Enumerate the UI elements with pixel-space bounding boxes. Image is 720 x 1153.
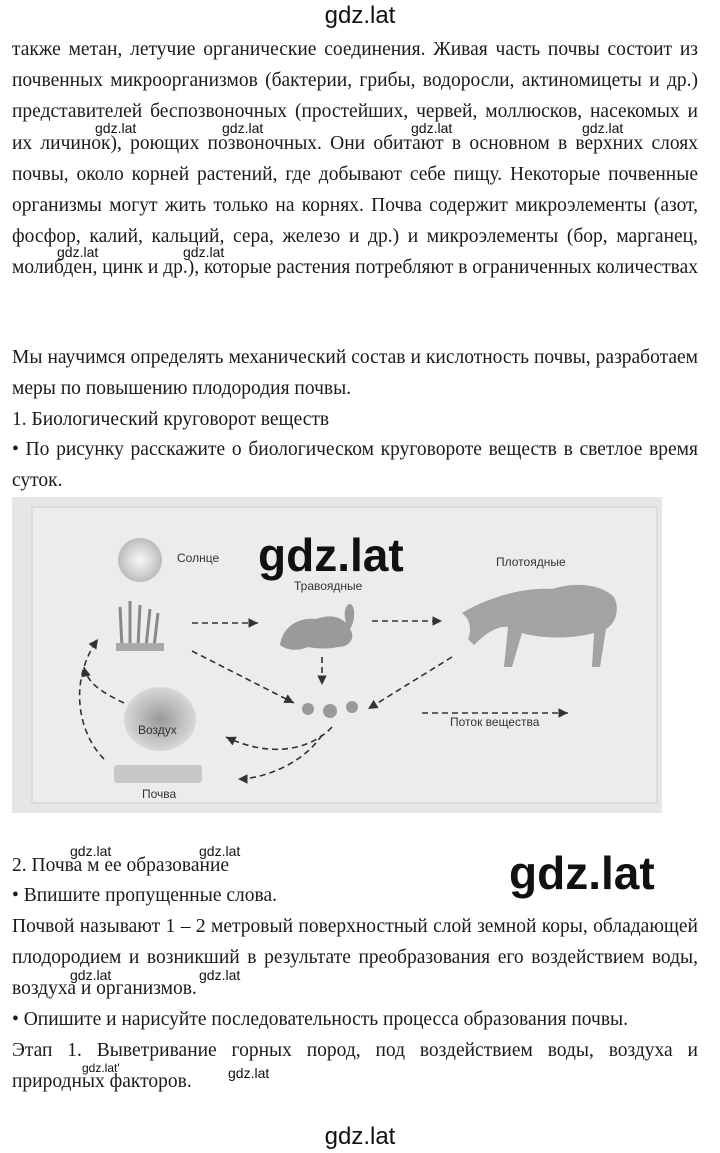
section2-definition: Почвой называют 1 – 2 метровый поверхностный слой земной коры, обладающей плодородием и возникший в результате преобразования его воздействием воды, воздуха и организмов. — [12, 916, 698, 1000]
label-carnivores: Плотоядные — [496, 555, 566, 569]
watermark-bottom: gdz.lat — [324, 1123, 396, 1150]
watermark-small: gdz.lat — [582, 120, 624, 136]
label-sun: Солнце — [177, 551, 220, 565]
section1-heading: 1. Биологический круговорот веществ — [12, 409, 330, 430]
watermark-small: gdz.lat — [228, 1065, 270, 1081]
sun-icon — [118, 538, 162, 582]
label-soil: Почва — [142, 787, 177, 801]
watermark-small: gdz.lat — [95, 120, 137, 136]
watermark-figure: gdz.lat — [258, 529, 404, 581]
watermark-small: gdz.lat — [70, 843, 112, 859]
watermark-section2: gdz.lat — [509, 847, 655, 899]
label-flow: Поток вещества — [450, 715, 540, 729]
watermark-small: gdz.lat — [70, 967, 112, 983]
watermark-small: gdz.lat — [199, 843, 241, 859]
watermark-small: gdz.lat — [199, 967, 241, 983]
watermark-small-alt: gdz.lat' — [82, 1061, 120, 1075]
watermark-small: gdz.lat — [183, 244, 225, 260]
section2-heading: 2. Почва м ее образование — [12, 855, 230, 876]
soil-icon — [114, 765, 202, 783]
section2-task: • Впишите пропущенные слова. — [12, 885, 277, 906]
section2-task2: • Опишите и нарисуйте последовательность процесса образования почвы. — [12, 1009, 629, 1030]
label-air: Воздух — [138, 723, 177, 737]
paragraph-soil-composition: также метан, летучие органические соединения. Живая часть почвы состоит из почвенных микроорганизмов (бактерии, грибы, водоросли, актиномицеты и др.) представителей беспозвоночных (простейших, червей, моллюсков, насекомых и их личинок), роющих позвоночных. Они обитают в основном в верхних слоях почвы, около корней растений, где добывают себе пищу. Некоторые почвенные организмы могут жить только на корнях. Почва содержит микроэлементы (азот, фосфор, калий, кальций, сера, железо и др.) и микроэлементы (бор, марганец, молибден, цинк и др.), которые растения потребляют в ограниченных количествах — [12, 39, 699, 279]
paragraph-goals: Мы научимся определять механический состав и кислотность почвы, разработаем меры по повышению плодородия почвы. — [12, 347, 698, 400]
air-icon — [124, 687, 196, 751]
watermark-small: gdz.lat — [411, 120, 453, 136]
watermark-top: gdz.lat — [324, 2, 396, 29]
watermark-small: gdz.lat — [57, 244, 99, 260]
section1-task: • По рисунку расскажите о биологическом круговороте веществ в светлое время суток. — [12, 439, 698, 492]
stage-1: Этап 1. Выветривание горных пород, под воздействием воды, воздуха и природных факторов. — [12, 1040, 698, 1093]
label-herbivores: Травоядные — [294, 579, 363, 593]
watermark-small: gdz.lat — [222, 120, 264, 136]
